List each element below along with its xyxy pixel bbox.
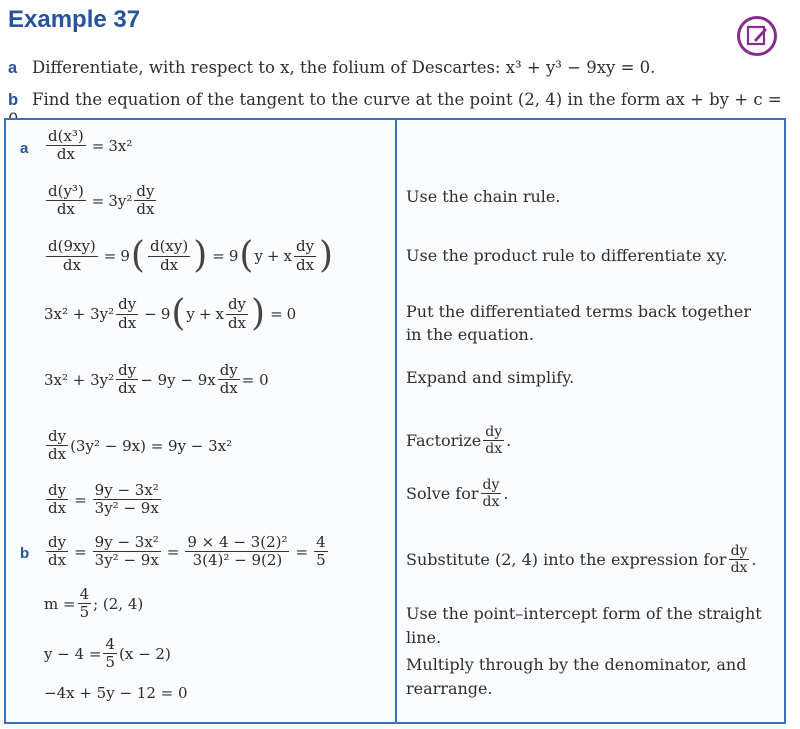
- equals: =: [166, 542, 180, 561]
- note-chain: Use the chain rule.: [406, 187, 561, 206]
- math-row-3: [44, 235, 334, 276]
- numerator: dy: [48, 427, 67, 445]
- coefficient: 3y²: [108, 191, 133, 210]
- math-row-6: [44, 428, 232, 464]
- math-row-11: [44, 684, 188, 702]
- fraction: [46, 482, 68, 518]
- math-row-4: [44, 293, 297, 334]
- column-divider: [395, 118, 397, 724]
- fraction: [116, 362, 138, 398]
- denominator: 3y² − 9x: [94, 499, 159, 518]
- fraction: [78, 586, 92, 622]
- fraction: [226, 296, 248, 332]
- math-row-1: [44, 128, 132, 164]
- fraction: [46, 534, 68, 570]
- numerator: dy: [136, 182, 155, 200]
- coefficient: 9: [160, 305, 171, 323]
- denominator: dx: [485, 441, 503, 458]
- lead-terms: 3x² + 3y²: [44, 370, 115, 389]
- note-together-1: Put the differentiated terms back together: [406, 302, 751, 321]
- paren-open: (: [239, 235, 254, 276]
- fraction: [46, 128, 86, 164]
- math-row-8: [44, 534, 330, 570]
- fraction: [46, 238, 98, 274]
- equals: =: [212, 247, 225, 265]
- page-title: Example 37: [8, 6, 141, 33]
- coefficient: 9: [228, 247, 239, 265]
- denominator: dx: [48, 499, 67, 518]
- note-substitute-text: Substitute (2, 4) into the expression for: [406, 550, 727, 570]
- plus: +: [198, 305, 212, 323]
- fraction: [294, 238, 316, 274]
- numerator: d(9xy): [48, 237, 96, 256]
- denominator: 5: [105, 653, 116, 672]
- minus: −: [144, 305, 157, 323]
- equals: =: [103, 247, 117, 265]
- denominator: dx: [482, 494, 500, 511]
- term: y: [254, 247, 263, 265]
- plus: +: [266, 247, 280, 265]
- equals: =: [91, 136, 105, 155]
- math-row-9: [44, 586, 143, 622]
- note-factorize-text: Factorize: [406, 431, 482, 451]
- note-multiply-1: Multiply through by the denominator, and: [406, 655, 747, 674]
- numerator: d(xy): [149, 237, 189, 256]
- math-row-10: [44, 636, 171, 672]
- equals: =: [74, 490, 87, 509]
- question-a-text: Differentiate, with respect to x, the folium of Descartes: x³ + y³ − 9xy = 0.: [32, 58, 656, 77]
- numerator: dy: [118, 361, 137, 379]
- math-row-7: [44, 482, 163, 518]
- denominator: dx: [219, 379, 238, 398]
- fraction: [93, 534, 161, 570]
- lhs: y − 4 =: [44, 644, 102, 663]
- question-b-text: Find the equation of the tangent to the curve at the point (2, 4) in the form ax + by + c =: [32, 90, 782, 109]
- numerator: 4: [316, 533, 326, 551]
- fraction: [314, 534, 328, 570]
- fraction: [103, 636, 117, 672]
- part-a-label: a: [20, 140, 29, 157]
- equals: =: [74, 542, 87, 561]
- numerator: dy: [48, 533, 67, 551]
- math-row-5: [44, 362, 269, 398]
- paren-close: ): [251, 293, 266, 334]
- denominator: dx: [48, 445, 67, 464]
- numerator: 9y − 3x²: [94, 481, 159, 499]
- factored: (3y² − 9x) = 9y − 3x²: [70, 436, 233, 455]
- denominator: 5: [316, 551, 326, 570]
- numerator: dy: [219, 361, 238, 379]
- tail: (x − 2): [119, 644, 171, 663]
- denominator: 5: [79, 603, 90, 622]
- note-factorize: [406, 424, 511, 457]
- m-label: m =: [44, 594, 76, 613]
- term: x: [283, 247, 292, 265]
- question-a-letter: a: [8, 59, 18, 77]
- numerator: 4: [105, 635, 116, 653]
- numerator: dy: [730, 543, 748, 559]
- numerator: dy: [118, 295, 137, 314]
- question-b-letter: b: [8, 91, 19, 109]
- denominator: dx: [62, 255, 81, 274]
- lead-terms: 3x² + 3y²: [44, 305, 115, 323]
- denominator: dx: [136, 200, 155, 219]
- numerator: 9y − 3x²: [94, 533, 159, 551]
- note-multiply-2: rearrange.: [406, 679, 493, 698]
- equals: =: [91, 191, 105, 210]
- numerator: 4: [79, 585, 90, 603]
- denominator: dx: [56, 200, 75, 219]
- numerator: 9 × 4 − 3(2)²: [187, 533, 288, 551]
- denominator: dx: [160, 255, 179, 274]
- note-product: Use the product rule to differentiate xy.: [406, 246, 728, 265]
- numerator: dy: [485, 424, 503, 440]
- fraction: [481, 477, 502, 510]
- denominator: dx: [48, 551, 67, 570]
- pencil-icon: [737, 16, 777, 56]
- zero: = 0: [241, 370, 269, 389]
- denominator: 3(4)² − 9(2): [192, 551, 283, 570]
- paren-open: (: [171, 293, 186, 334]
- zero: 0: [286, 305, 297, 323]
- numerator: dy: [227, 295, 247, 314]
- note-substitute: [406, 543, 757, 576]
- question-a: [8, 58, 655, 78]
- fraction: [134, 183, 156, 219]
- numerator: dy: [48, 481, 67, 499]
- period: .: [751, 550, 757, 570]
- note-solve-text: Solve for: [406, 484, 479, 504]
- fraction: [218, 362, 240, 398]
- fraction: [148, 238, 190, 274]
- math-row-2: [44, 183, 158, 219]
- denominator: dx: [295, 255, 315, 274]
- paren-close: ): [193, 235, 208, 276]
- fraction: [729, 543, 750, 576]
- note-pointint-1: Use the point–intercept form of the straight: [406, 604, 762, 623]
- fraction: [93, 482, 161, 518]
- fraction: [483, 424, 504, 457]
- numerator: dy: [482, 477, 500, 493]
- rhs: 3x²: [108, 136, 133, 155]
- note-pointint-2: line.: [406, 628, 442, 647]
- term: x: [215, 305, 224, 323]
- fraction: [116, 296, 138, 332]
- middle-terms: − 9y − 9x: [140, 370, 216, 389]
- equals: =: [270, 305, 283, 323]
- final-equation: −4x + 5y − 12 = 0: [44, 684, 188, 702]
- part-b-label: b: [20, 545, 30, 562]
- denominator: dx: [118, 313, 137, 332]
- period: .: [503, 484, 509, 504]
- paren-close: ): [319, 235, 334, 276]
- period: .: [506, 431, 512, 451]
- coefficient: 9: [120, 247, 130, 265]
- denominator: dx: [56, 145, 75, 164]
- denominator: dx: [118, 379, 137, 398]
- equals: =: [295, 542, 309, 561]
- fraction: [185, 534, 289, 570]
- paren-open: (: [130, 235, 145, 276]
- note-solve: [406, 477, 508, 510]
- denominator: 3y² − 9x: [94, 551, 159, 570]
- numerator: d(y³): [48, 182, 84, 200]
- numerator: d(x³): [48, 127, 84, 145]
- term: y: [186, 305, 195, 323]
- denominator: dx: [227, 313, 246, 332]
- note-together-2: in the equation.: [406, 325, 534, 344]
- point: ; (2, 4): [93, 594, 144, 613]
- fraction: [46, 428, 68, 464]
- numerator: dy: [295, 237, 315, 256]
- denominator: dx: [730, 560, 748, 577]
- note-expand: Expand and simplify.: [406, 368, 575, 387]
- fraction: [46, 183, 86, 219]
